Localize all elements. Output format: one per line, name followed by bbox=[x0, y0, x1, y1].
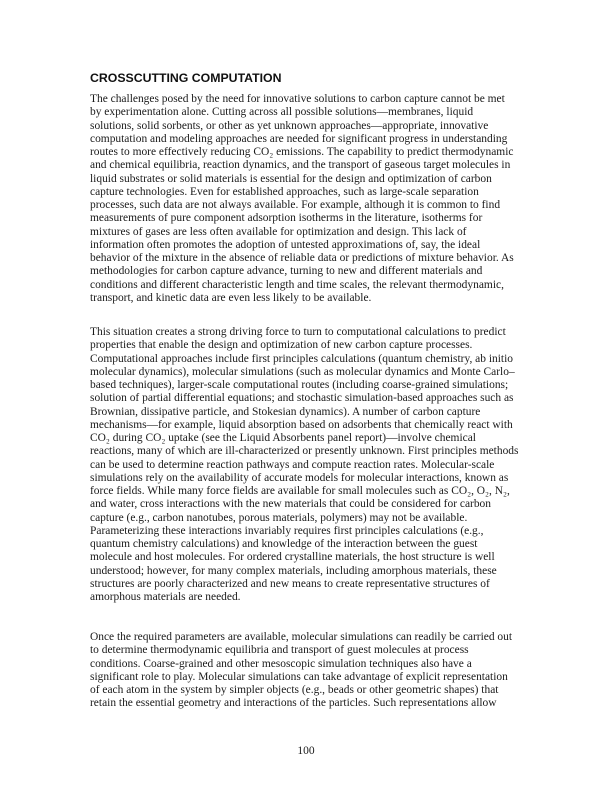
text-line: Brownian, dissipative particle, and Stokesian dynamics). A number of carbon capture bbox=[90, 405, 481, 418]
text-line: simulations rely on the availability of accurate models for molecular interactions, known as bbox=[90, 471, 509, 484]
text-line: behavior of the mixture in the absence of reliable data or predictions of mixture behavior. As bbox=[90, 252, 514, 264]
text-line: This situation creates a strong driving force to turn to computational calculations to predict bbox=[90, 326, 506, 338]
text-line: molecule and host molecules. For ordered crystalline materials, the host structure is well bbox=[90, 551, 495, 564]
text-line: quantum chemistry calculations) and knowledge of the interaction between the guest bbox=[90, 538, 478, 550]
text-line: CO₂ during CO₂ uptake (see the Liquid Absorbents panel report)—involve chemical bbox=[90, 432, 476, 444]
text-line: conditions and different characteristic length and time scales, the relevant thermodynamic, bbox=[90, 278, 504, 291]
text-line: capture (e.g., carbon nanotubes, porous materials, polymers) may not be available. bbox=[90, 511, 468, 524]
text-line: Once the required parameters are available, molecular simulations can readily be carried out bbox=[90, 631, 513, 643]
text-line: computation and modeling approaches are needed for significant progress in understanding bbox=[90, 132, 508, 145]
text-line: conditions. Coarse-grained and other mesoscopic simulation techniques also have a bbox=[90, 657, 472, 670]
text-line: significant role to play. Molecular simulations can take advantage of explicit representation bbox=[90, 670, 508, 683]
text-line: force fields. While many force fields are available for small molecules such as CO₂, O₂, N₂, bbox=[90, 485, 510, 497]
text-line: The challenges posed by the need for innovative solutions to carbon capture cannot be met bbox=[90, 93, 505, 105]
text-line: routes to more effectively reducing CO₂ emissions. The capability to predict thermodynamic bbox=[90, 146, 514, 158]
text-line: information often promotes the adoption of untested approximations of, say, the ideal bbox=[90, 238, 481, 251]
text-line: mechanisms—for example, liquid absorption based on adsorbents that chemically react with bbox=[90, 418, 513, 431]
text-line: can be used to determine reaction pathways and compute reaction rates. Molecular-scale bbox=[90, 458, 495, 471]
paragraph-2 bbox=[90, 326, 518, 604]
text-line: based techniques), larger-scale computational routes (including coarse-grained simulations; bbox=[90, 379, 509, 391]
text-line: properties that enable the design and optimization of new carbon capture processes. bbox=[90, 339, 473, 352]
text-line: mixtures of gases are less often available for optimization and design. This lack of bbox=[90, 225, 467, 238]
text-line: reactions, many of which are ill-characterized or presently unknown. First principles methods bbox=[90, 445, 519, 458]
page-number: 100 bbox=[297, 745, 315, 757]
text-line: capture technologies. Even for established approaches, such as large-scale separation bbox=[90, 185, 479, 198]
text-line: to determine thermodynamic equilibria and transport of guest molecules at process bbox=[90, 644, 469, 657]
text-line: processes, such data are not always available. For example, although it is common to find bbox=[90, 199, 501, 211]
text-line: of each atom in the system by simpler objects (e.g., beads or other geometric shapes) that bbox=[90, 684, 499, 696]
text-line: by experimentation alone. Cutting across all possible solutions—membranes, liquid bbox=[90, 106, 474, 119]
text-line: methodologies for carbon capture advance, turning to new and different materials and bbox=[90, 265, 483, 278]
section-heading: CROSSCUTTING COMPUTATION bbox=[90, 71, 282, 85]
text-line: solutions, solid sorbents, or other as yet unknown approaches—appropriate, innovative bbox=[90, 119, 489, 132]
text-line: Parameterizing these interactions invariably requires first principles calculations (e.g., bbox=[90, 524, 484, 537]
text-line: molecular dynamics), molecular simulations (such as molecular dynamics and Monte Carlo– bbox=[90, 365, 515, 378]
text-line: retain the essential geometry and interactions of the particles. Such representations allow bbox=[90, 697, 497, 710]
text-line: understood; however, for many complex materials, including amorphous materials, these bbox=[90, 564, 497, 577]
text-line: structures are poorly characterized and new means to create representative structures of bbox=[90, 577, 490, 590]
text-line: Computational approaches include first principles calculations (quantum chemistry, ab initio bbox=[90, 352, 513, 365]
text-line: and water, cross interactions with the new materials that could be considered for carbon bbox=[90, 498, 491, 511]
text-line: liquid substrates or solid materials is essential for the design and optimization of carbon bbox=[90, 172, 492, 185]
text-line: transport, and kinetic data are even less likely to be available. bbox=[90, 291, 372, 304]
text-line: measurements of pure component adsorption isotherms in the literature, isotherms for bbox=[90, 212, 483, 225]
text-line: and chemical equilibria, reaction dynamics, and the transport of gaseous target molecules in bbox=[90, 159, 511, 172]
text-line: solution of partial differential equations; and stochastic simulation-based approaches such as bbox=[90, 392, 514, 405]
text-line: amorphous materials are needed. bbox=[90, 591, 241, 603]
paragraph-1 bbox=[90, 93, 514, 305]
paragraph-3 bbox=[90, 631, 512, 711]
